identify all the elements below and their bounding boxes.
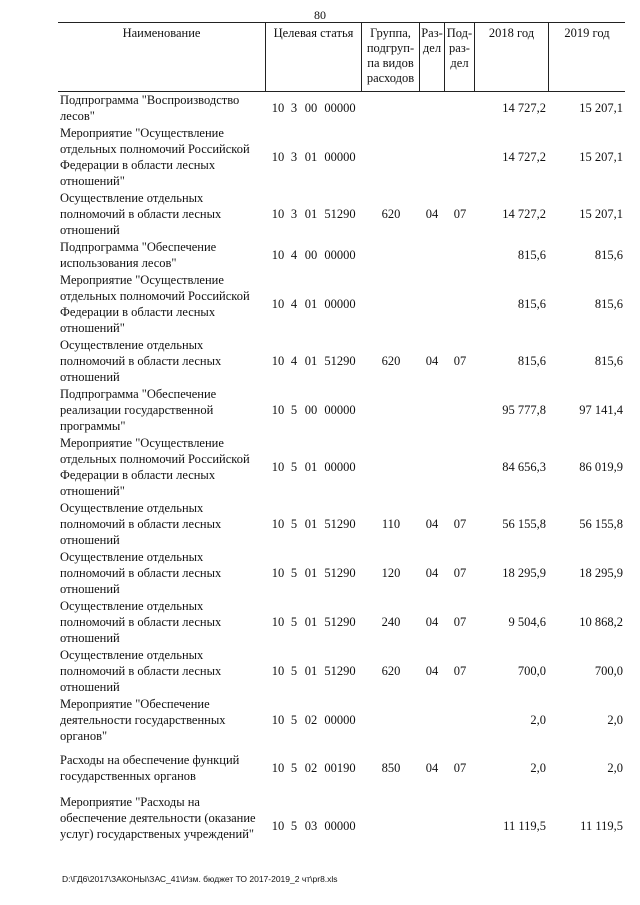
row-target-code xyxy=(269,794,359,858)
code-part-4: 00000 xyxy=(324,100,356,115)
code-part-2: 4 xyxy=(290,247,298,262)
row-razdel: 04 xyxy=(425,663,439,678)
code-part-4: 51290 xyxy=(324,353,356,368)
table-row xyxy=(58,647,625,695)
code-part-2: 3 xyxy=(290,100,298,115)
code-part-3: 01 xyxy=(304,459,318,474)
row-name xyxy=(60,696,265,744)
code-part-2: 5 xyxy=(290,712,298,727)
code-part-3: 01 xyxy=(304,206,318,221)
row-name xyxy=(60,190,265,238)
row-value-2018: 700,0 xyxy=(517,663,546,678)
header-group: Группа, подгруп-па видов расходов xyxy=(361,23,419,91)
row-group: 620 xyxy=(381,353,401,368)
row-value-2019: 10 868,2 xyxy=(579,614,623,629)
code-part-2: 5 xyxy=(290,565,298,580)
table-row xyxy=(58,598,625,646)
code-part-1: 10 xyxy=(271,818,285,833)
code-part-1: 10 xyxy=(271,402,285,417)
code-part-2: 5 xyxy=(290,402,298,417)
table-row xyxy=(58,794,625,858)
row-name xyxy=(60,435,265,499)
row-group xyxy=(363,125,419,189)
row-razdel xyxy=(420,696,444,744)
code-part-4: 51290 xyxy=(324,663,356,678)
code-part-4: 00000 xyxy=(324,402,356,417)
table-row xyxy=(58,92,625,124)
row-value-2019: 700,0 xyxy=(594,663,623,678)
row-target-code xyxy=(269,696,359,744)
row-group: 620 xyxy=(381,206,401,221)
row-razdel xyxy=(420,272,444,336)
row-name-text: Подпрограмма "Обеспечение использования лесов" xyxy=(60,240,217,270)
row-podrazdel xyxy=(446,696,474,744)
code-part-3: 01 xyxy=(304,663,318,678)
row-group xyxy=(363,239,419,271)
code-part-1: 10 xyxy=(271,149,285,164)
row-value-2019: 15 207,1 xyxy=(579,149,623,164)
code-part-2: 5 xyxy=(290,818,298,833)
row-target-code xyxy=(269,752,359,784)
row-name-text: Мероприятие "Осуществление отдельных полномочий Российской Федерации в области лесных отношений" xyxy=(60,126,250,188)
code-part-1: 10 xyxy=(271,565,285,580)
row-target-code xyxy=(269,272,359,336)
row-razdel: 04 xyxy=(425,206,439,221)
row-podrazdel: 07 xyxy=(453,565,467,580)
row-value-2018: 18 295,9 xyxy=(502,565,546,580)
row-podrazdel: 07 xyxy=(453,516,467,531)
code-part-1: 10 xyxy=(271,353,285,368)
row-value-2018: 815,6 xyxy=(517,296,546,311)
table-row xyxy=(58,190,625,238)
row-name xyxy=(60,500,265,548)
row-podrazdel xyxy=(446,125,474,189)
table-row xyxy=(58,500,625,548)
row-target-code xyxy=(269,549,359,597)
code-part-3: 01 xyxy=(304,296,318,311)
code-part-1: 10 xyxy=(271,459,285,474)
code-part-1: 10 xyxy=(271,247,285,262)
row-razdel: 04 xyxy=(425,353,439,368)
row-group xyxy=(363,272,419,336)
row-podrazdel xyxy=(446,239,474,271)
code-part-4: 00000 xyxy=(324,712,356,727)
row-podrazdel: 07 xyxy=(453,206,467,221)
row-value-2018: 14 727,2 xyxy=(502,100,546,115)
row-target-code xyxy=(269,125,359,189)
row-name xyxy=(60,752,265,784)
header-2018: 2018 год xyxy=(474,23,548,91)
row-name-text: Осуществление отдельных полномочий в области лесных отношений xyxy=(60,501,222,547)
code-part-4: 00000 xyxy=(324,296,356,311)
code-part-2: 5 xyxy=(290,516,298,531)
row-name-text: Расходы на обеспечение функций государственных органов xyxy=(60,753,240,783)
row-name xyxy=(60,549,265,597)
row-podrazdel: 07 xyxy=(453,614,467,629)
row-target-code xyxy=(269,239,359,271)
row-razdel xyxy=(420,386,444,434)
row-name-text: Осуществление отдельных полномочий в области лесных отношений xyxy=(60,550,222,596)
file-path-footer: D:\ГД6\2017\ЗАКОНЫ\ЗАС_41\Изм. бюджет ТО 2017-2019_2 чт\pr8.xls xyxy=(62,874,338,884)
row-podrazdel xyxy=(446,435,474,499)
row-group xyxy=(363,696,419,744)
row-value-2019: 2,0 xyxy=(607,712,623,727)
code-part-4: 00000 xyxy=(324,149,356,164)
row-value-2018: 815,6 xyxy=(517,353,546,368)
code-part-3: 00 xyxy=(304,247,318,262)
row-name xyxy=(60,647,265,695)
table-header xyxy=(58,22,625,92)
code-part-2: 5 xyxy=(290,760,298,775)
row-name-text: Подпрограмма "Обеспечение реализации государственной программы" xyxy=(60,387,217,433)
row-group: 850 xyxy=(381,760,401,775)
row-value-2019: 56 155,8 xyxy=(579,516,623,531)
row-podrazdel: 07 xyxy=(453,663,467,678)
row-target-code xyxy=(269,190,359,238)
code-part-4: 00000 xyxy=(324,459,356,474)
code-part-4: 51290 xyxy=(324,614,356,629)
table-row xyxy=(58,125,625,189)
row-target-code xyxy=(269,92,359,124)
row-value-2018: 2,0 xyxy=(530,712,546,727)
row-razdel: 04 xyxy=(425,516,439,531)
row-group xyxy=(363,92,419,124)
header-name: Наименование xyxy=(122,26,201,40)
row-name-text: Осуществление отдельных полномочий в области лесных отношений xyxy=(60,191,222,237)
row-target-code xyxy=(269,386,359,434)
row-value-2018: 95 777,8 xyxy=(502,402,546,417)
code-part-3: 01 xyxy=(304,149,318,164)
code-part-4: 00000 xyxy=(324,818,356,833)
table-row xyxy=(58,386,625,434)
row-name-text: Мероприятие "Осуществление отдельных полномочий Российской Федерации в области лесных отношений" xyxy=(60,273,250,335)
row-podrazdel xyxy=(446,272,474,336)
code-part-3: 00 xyxy=(304,100,318,115)
row-name xyxy=(60,239,265,271)
code-part-1: 10 xyxy=(271,614,285,629)
table-row xyxy=(58,696,625,744)
row-razdel xyxy=(420,239,444,271)
code-part-1: 10 xyxy=(271,516,285,531)
code-part-1: 10 xyxy=(271,206,285,221)
row-name xyxy=(60,125,265,189)
table-row xyxy=(58,549,625,597)
row-podrazdel xyxy=(446,386,474,434)
row-razdel xyxy=(420,125,444,189)
code-part-3: 01 xyxy=(304,614,318,629)
code-part-3: 01 xyxy=(304,353,318,368)
header-podrazdel: Под-раз-дел xyxy=(444,23,474,91)
row-value-2019: 815,6 xyxy=(594,353,623,368)
row-value-2019: 815,6 xyxy=(594,296,623,311)
code-part-3: 01 xyxy=(304,516,318,531)
row-value-2019: 18 295,9 xyxy=(579,565,623,580)
row-podrazdel xyxy=(446,92,474,124)
row-group: 120 xyxy=(381,565,401,580)
row-value-2019: 15 207,1 xyxy=(579,100,623,115)
row-target-code xyxy=(269,435,359,499)
row-podrazdel: 07 xyxy=(453,760,467,775)
row-value-2019: 97 141,4 xyxy=(579,402,623,417)
row-group: 110 xyxy=(381,516,401,531)
row-target-code xyxy=(269,500,359,548)
code-part-1: 10 xyxy=(271,712,285,727)
row-razdel xyxy=(420,92,444,124)
row-razdel: 04 xyxy=(425,565,439,580)
code-part-3: 02 xyxy=(304,712,318,727)
row-value-2018: 815,6 xyxy=(517,247,546,262)
row-group: 620 xyxy=(381,663,401,678)
code-part-2: 5 xyxy=(290,614,298,629)
row-name-text: Мероприятие "Обеспечение деятельности государственных органов" xyxy=(60,697,226,743)
row-razdel xyxy=(420,435,444,499)
row-value-2018: 14 727,2 xyxy=(502,149,546,164)
code-part-4: 00190 xyxy=(324,760,356,775)
row-name-text: Подпрограмма "Воспроизводство лесов" xyxy=(60,93,240,123)
row-razdel: 04 xyxy=(425,760,439,775)
code-part-1: 10 xyxy=(271,100,285,115)
row-group: 240 xyxy=(381,614,401,629)
row-name xyxy=(60,272,265,336)
row-value-2019: 2,0 xyxy=(607,760,623,775)
row-target-code xyxy=(269,598,359,646)
table-row xyxy=(58,752,625,784)
row-target-code xyxy=(269,647,359,695)
code-part-2: 3 xyxy=(290,149,298,164)
row-group xyxy=(363,794,419,858)
row-value-2018: 56 155,8 xyxy=(502,516,546,531)
row-name xyxy=(60,794,265,858)
row-name-text: Мероприятие "Осуществление отдельных полномочий Российской Федерации в области лесных отношений" xyxy=(60,436,250,498)
table-row xyxy=(58,272,625,336)
code-part-4: 00000 xyxy=(324,247,356,262)
row-podrazdel: 07 xyxy=(453,353,467,368)
row-razdel: 04 xyxy=(425,614,439,629)
code-part-2: 4 xyxy=(290,353,298,368)
row-name xyxy=(60,386,265,434)
row-name-text: Осуществление отдельных полномочий в области лесных отношений xyxy=(60,338,222,384)
row-group xyxy=(363,435,419,499)
row-name-text: Мероприятие "Расходы на обеспечение деятельности (оказание услуг) государственых учреждений" xyxy=(60,795,256,841)
row-group xyxy=(363,386,419,434)
code-part-4: 51290 xyxy=(324,516,356,531)
row-value-2018: 2,0 xyxy=(530,760,546,775)
header-2019: 2019 год xyxy=(548,23,625,91)
row-name xyxy=(60,598,265,646)
table-row xyxy=(58,435,625,499)
row-podrazdel xyxy=(446,794,474,858)
row-target-code xyxy=(269,337,359,385)
code-part-2: 5 xyxy=(290,663,298,678)
code-part-2: 4 xyxy=(290,296,298,311)
row-name xyxy=(60,337,265,385)
row-value-2018: 14 727,2 xyxy=(502,206,546,221)
code-part-4: 51290 xyxy=(324,206,356,221)
row-value-2019: 15 207,1 xyxy=(579,206,623,221)
page-number: 80 xyxy=(314,8,326,22)
row-name-text: Осуществление отдельных полномочий в области лесных отношений xyxy=(60,599,222,645)
table-row xyxy=(58,337,625,385)
table-row xyxy=(58,239,625,271)
row-value-2019: 815,6 xyxy=(594,247,623,262)
code-part-1: 10 xyxy=(271,296,285,311)
header-target: Целевая статья xyxy=(265,23,361,91)
code-part-3: 00 xyxy=(304,402,318,417)
row-value-2018: 11 119,5 xyxy=(503,818,546,833)
code-part-1: 10 xyxy=(271,663,285,678)
row-razdel xyxy=(420,794,444,858)
code-part-1: 10 xyxy=(271,760,285,775)
row-value-2018: 9 504,6 xyxy=(508,614,546,629)
row-value-2019: 11 119,5 xyxy=(580,818,623,833)
row-value-2018: 84 656,3 xyxy=(502,459,546,474)
code-part-2: 3 xyxy=(290,206,298,221)
row-name-text: Осуществление отдельных полномочий в области лесных отношений xyxy=(60,648,222,694)
code-part-3: 03 xyxy=(304,818,318,833)
code-part-3: 01 xyxy=(304,565,318,580)
row-name xyxy=(60,92,265,124)
code-part-2: 5 xyxy=(290,459,298,474)
code-part-4: 51290 xyxy=(324,565,356,580)
row-value-2019: 86 019,9 xyxy=(579,459,623,474)
header-razdel: Раз-дел xyxy=(419,23,444,91)
code-part-3: 02 xyxy=(304,760,318,775)
